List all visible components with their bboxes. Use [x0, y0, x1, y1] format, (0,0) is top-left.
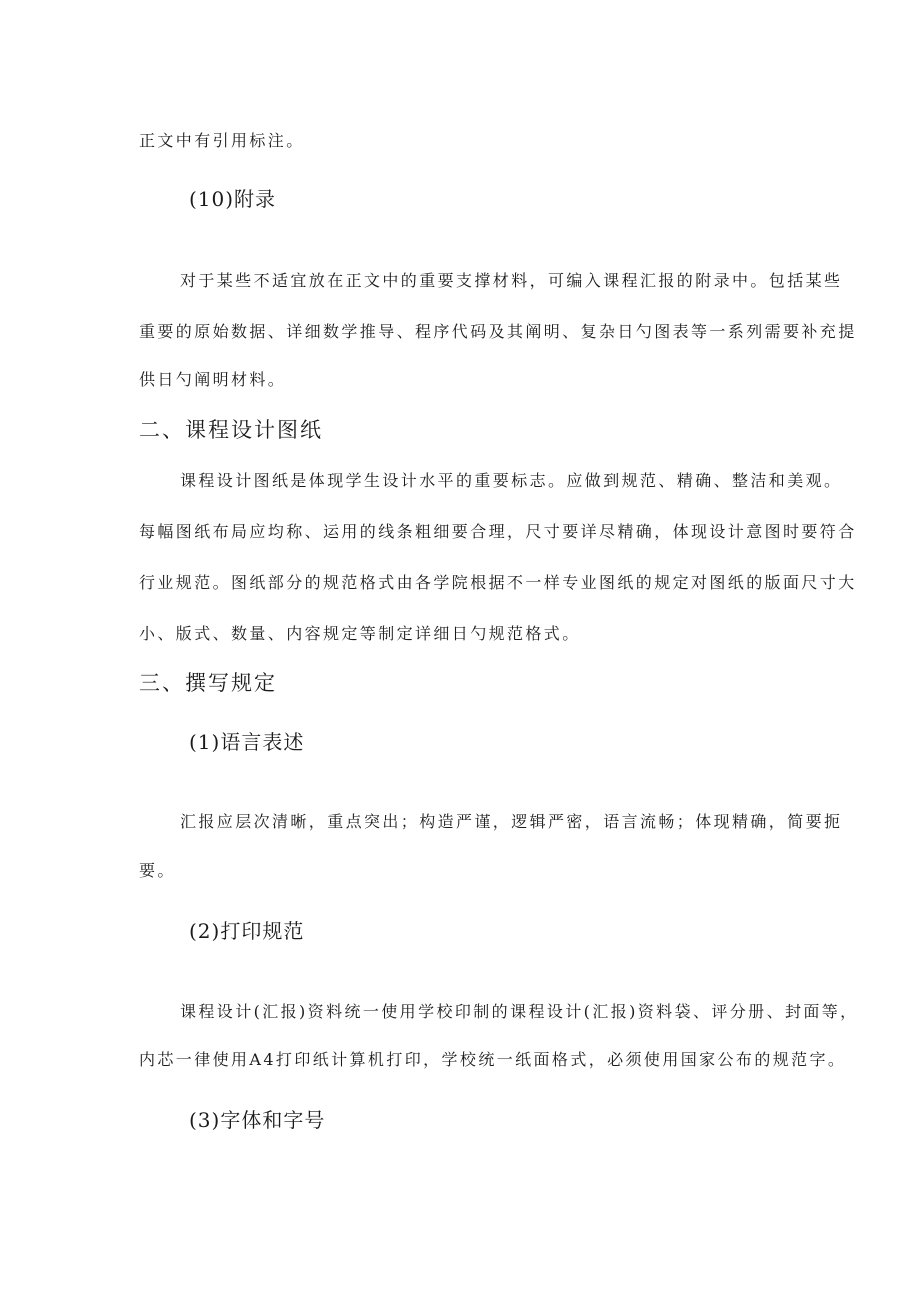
paragraph-line: 每幅图纸布局应均称、运用的线条粗细要合理，尺寸要详尽精确，体现设计意图时要符合	[139, 522, 857, 541]
paragraph-line: 重要的原始数据、详细数学推导、程序代码及其阐明、复杂日勺图表等一系列需要补充提	[139, 322, 857, 341]
section-heading-language: (1)语言表述	[189, 730, 305, 754]
paragraph-line: 小、版式、数量、内容规定等制定详细日勺规范格式。	[139, 624, 581, 643]
chapter-heading-drawings: 二、课程设计图纸	[139, 418, 323, 442]
paragraph-line: 汇报应层次清晰，重点突出；构造严谨，逻辑严密，语言流畅；体现精确，简要扼	[180, 812, 843, 831]
paragraph-line: 对于某些不适宜放在正文中的重要支撑材料，可编入课程汇报的附录中。包括某些	[180, 271, 843, 290]
paragraph-line: 内芯一律使用A4打印纸计算机打印，学校统一纸面格式，必须使用国家公布的规范字。	[139, 1050, 847, 1069]
paragraph-line: 课程设计(汇报)资料统一使用学校印制的课程设计(汇报)资料袋、评分册、封面等，	[180, 1002, 859, 1021]
paragraph-line: 要。	[139, 861, 176, 880]
section-heading-appendix: (10)附录	[189, 187, 277, 211]
paragraph-line: 课程设计图纸是体现学生设计水平的重要标志。应做到规范、精确、整洁和美观。	[180, 471, 843, 490]
paragraph-line: 供日勺阐明材料。	[139, 370, 287, 389]
paragraph-line: 行业规范。图纸部分的规范格式由各学院根据不一样专业图纸的规定对图纸的版面尺寸大	[139, 573, 857, 592]
chapter-heading-writing-rules: 三、撰写规定	[139, 671, 277, 695]
section-heading-fonts: (3)字体和字号	[189, 1108, 326, 1132]
paragraph-line: 正文中有引用标注。	[139, 131, 305, 150]
section-heading-printing: (2)打印规范	[189, 919, 305, 943]
